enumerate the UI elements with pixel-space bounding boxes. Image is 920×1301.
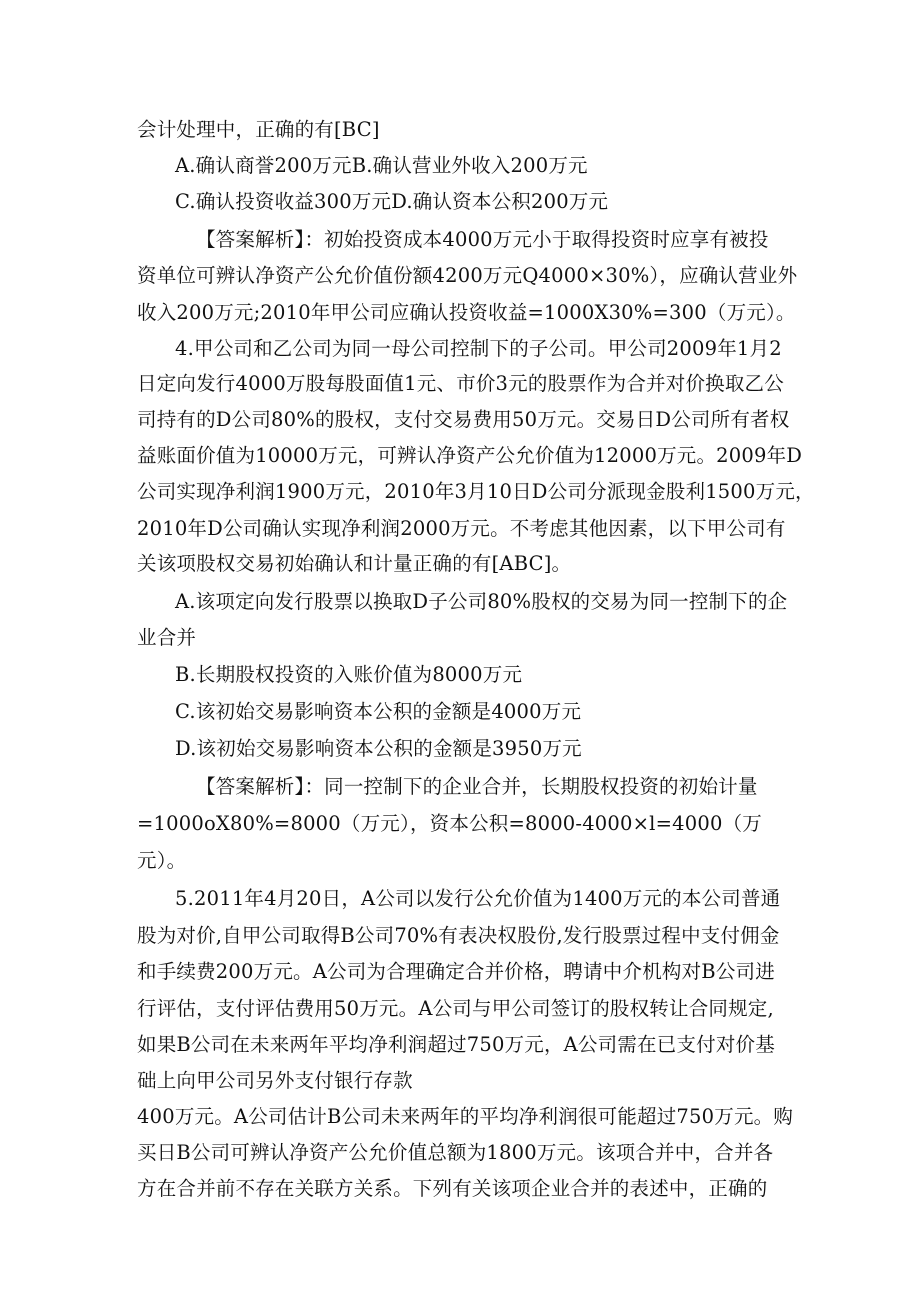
text-line: 础上向甲公司另外支付银行存款 [137,1069,413,1092]
text-line: 买日B公司可辨认净资产公允价值总额为1800万元。该项合并中，合并各 [137,1141,774,1164]
text-line: 和手续费200万元。A公司为合理确定合并价格，聘请中介机构对B公司进 [137,960,775,983]
text-line: 关该项股权交易初始确认和计量正确的有[ABC]。 [137,552,572,575]
text-line: =1000oX80%=8000（万元），资本公积=8000-4000×l=4000（万 [137,812,762,835]
text-line: 元）。 [137,849,187,872]
option-line: C.确认投资收益300万元D.确认资本公积200万元 [175,190,609,213]
text-line: 日定向发行4000万股每股面值1元、市价3元的股票作为合并对价换取乙公 [137,372,784,395]
text-line: 行评估，支付评估费用50万元。A公司与甲公司签订的股权转让合同规定, [137,997,774,1020]
text-line: 公司实现净利润1900万元，2010年3月10日D公司分派现金股利1500万元， [137,480,815,503]
text-line: 400万元。A公司估计B公司未来两年的平均净利润很可能超过750万元。购 [137,1105,794,1128]
text-line: 业合并 [137,626,197,649]
text-line: 方在合并前不存在关联方关系。下列有关该项企业合并的表述中，正确的 [137,1177,768,1200]
option-line: B.长期股权投资的入账价值为8000万元 [175,663,523,686]
answer-analysis-line: 【答案解析】：初始投资成本4000万元小于取得投资时应享有被投 [196,228,769,251]
text-line: 收入200万元;2010年甲公司应确认投资收益=1000X30%=300（万元）。 [137,301,796,324]
text-line: 司持有的D公司80%的股权，支付交易费用50万元。交易日D公司所有者权 [137,408,790,431]
text-line: 会计处理中，正确的有[BC] [137,118,380,141]
option-line: A.确认商誉200万元B.确认营业外收入200万元 [175,154,588,177]
question-line: 4.甲公司和乙公司为同一母公司控制下的子公司。甲公司2009年1月2 [175,337,782,360]
text-line: 如果B公司在未来两年平均净利润超过750万元，A公司需在已支付对价基 [137,1033,775,1056]
text-line: 2010年D公司确认实现净利润2000万元。不考虑其他因素，以下甲公司有 [137,517,786,540]
answer-analysis-line: 【答案解析】：同一控制下的企业合并，长期股权投资的初始计量 [196,775,758,798]
text-line: 益账面价值为10000万元，可辨认净资产公允价值为12000万元。2009年D [137,444,803,467]
option-line: A.该项定向发行股票以换取D子公司80%股权的交易为同一控制下的企 [175,590,788,613]
option-line: D.该初始交易影响资本公积的金额是3950万元 [175,737,582,760]
text-line: 资单位可辨认净资产公允价值份额4200万元Q4000×30%），应确认营业外 [137,264,798,287]
question-line: 5.2011年4月20日，A公司以发行公允价值为1400万元的本公司普通 [175,887,781,910]
option-line: C.该初始交易影响资本公积的金额是4000万元 [175,700,582,723]
text-line: 股为对价,自甲公司取得B公司70%有表决权股份,发行股票过程中支付佣金 [137,924,780,947]
